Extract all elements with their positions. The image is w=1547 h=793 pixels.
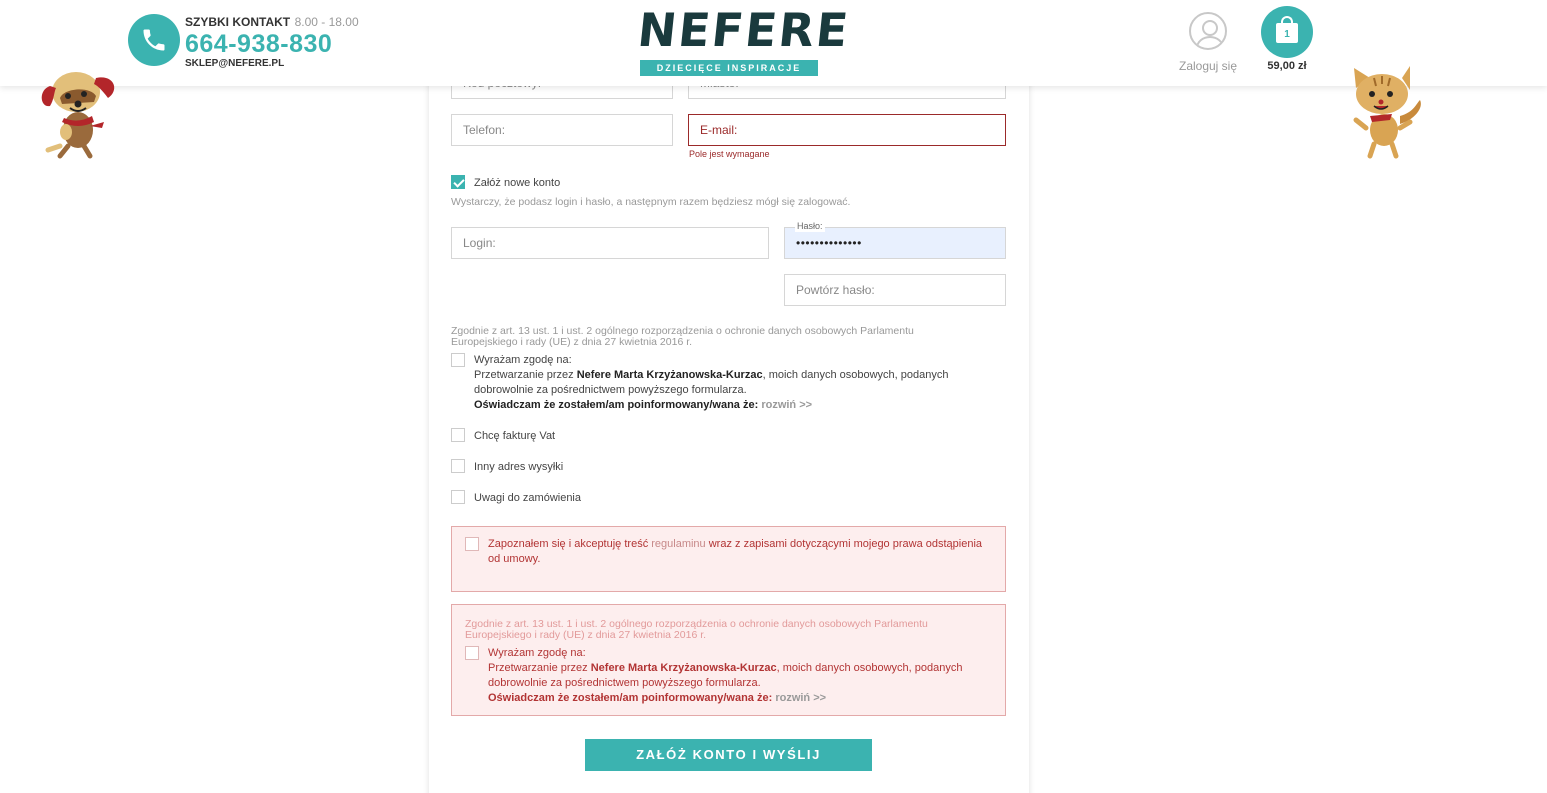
terms-pre: Zapoznałem się i akceptuję treść [488,538,652,550]
consent-expand-link-required[interactable]: rozwiń >> [775,692,827,704]
contact-hours: 8.00 - 18.00 [294,15,359,29]
consent-line2: dobrowolnie za pośrednictwem powyższego formularza. [474,384,747,396]
consent-title-required: Wyrażam zgodę na: [488,647,586,659]
repeat-password-input[interactable]: Powtórz hasło: [784,274,1006,306]
create-account-label: Załóż nowe konto [474,177,561,189]
phone-input[interactable]: Telefon: [451,114,673,146]
password-value: •••••••••••••• [796,236,862,250]
consent-line1-pre-required: Przetwarzanie przez [488,662,591,674]
create-account-checkbox[interactable] [451,175,465,189]
email-error-message: Pole jest wymagane [689,149,770,159]
vat-invoice-label: Chcę fakturę Vat [474,430,556,442]
gdpr-note-red [465,619,985,641]
consent-title: Wyrażam zgodę na: [474,354,572,366]
other-address-checkbox[interactable] [451,459,465,473]
other-address-label: Inny adres wysyłki [474,461,564,473]
order-notes-label: Uwagi do zamówienia [474,492,581,504]
password-input[interactable] [784,221,1006,259]
terms-text [488,537,988,567]
gdpr-note-red-pre: Zgodnie z art. 13 ust. 1 i ust. 2 ogólnego [465,618,656,630]
gdpr-note-red-post: o ochronie danych osobowych Parlamentu Europejskiego i rady (UE) z dnia 27 kwietnia 2016 r. [465,618,928,641]
phone-icon [128,14,180,66]
consent-text-required [488,646,988,706]
consent-declare-required: Oświadczam że zostałem/am poinformowany/wana że: [488,692,773,704]
shopping-bag-icon [1261,6,1313,58]
consent-expand-link[interactable]: rozwiń >> [761,399,813,411]
consent-declare: Oświadczam że zostałem/am poinformowany/wana że: [474,399,759,411]
consent-checkbox-required[interactable] [465,646,479,660]
consent-line1-pre: Przetwarzanie przez [474,369,577,381]
cat-mascot-icon [1344,64,1428,160]
consent-line2-required: dobrowolnie za pośrednictwem powyższego formularza. [488,677,761,689]
site-logo[interactable] [635,3,853,76]
terms-post: wraz z zapisami dotyczącymi mojego prawa odstąpienia [705,538,983,550]
email-input[interactable]: E-mail: [688,114,1006,146]
terms-line2: od umowy. [488,553,541,565]
consent-line1-post-required: , moich danych osobowych, podanych [776,662,963,674]
terms-checkbox[interactable] [465,537,479,551]
cart-total: 59,00 zł [1267,60,1307,72]
consent-checkbox[interactable] [451,353,465,367]
password-label: Hasło: [797,221,823,231]
phone-number[interactable]: 664-938-830 [185,30,333,58]
logo-wordmark: NEFERE [635,3,853,57]
logo-tagline: DZIECIĘCE INSPIRACJE [640,60,818,76]
cart-button[interactable] [1258,6,1316,72]
dog-mascot-icon [38,60,122,160]
consent-text [474,353,994,413]
order-notes-checkbox[interactable] [451,490,465,504]
quick-contact [185,13,359,69]
create-account-hint: Wystarczy, że podasz login i hasło, a następnym razem będziesz mógł się zalogować. [451,196,851,208]
gdpr-note-red-link: rozporządzenia [655,618,728,630]
user-icon [1189,12,1227,50]
consent-company: Nefere Marta Krzyżanowska-Kurzac [576,369,763,381]
vat-invoice-checkbox[interactable] [451,428,465,442]
contact-label: SZYBKI KONTAKT [185,15,291,29]
cart-count: 1 [1276,23,1298,43]
terms-regulation-link[interactable]: regulaminu [651,538,706,550]
consent-company-required: Nefere Marta Krzyżanowska-Kurzac [590,662,777,674]
gdpr-note: Zgodnie z art. 13 ust. 1 i ust. 2 ogólnego rozporządzenia o ochronie danych osobowych Parlamentu Europejskiego i rady (UE) z dnia 27 kwietnia 2016 r. [451,325,914,348]
login-input[interactable]: Login: [451,227,769,259]
site-header [0,0,1547,86]
login-label: Zaloguj się [1178,59,1238,73]
login-link[interactable] [1172,12,1244,73]
contact-email[interactable]: SKLEP@NEFERE.PL [185,58,285,69]
consent-line1-post: , moich danych osobowych, podanych [762,369,949,381]
create-account-submit-button[interactable]: ZAŁÓŻ KONTO I WYŚLIJ ZAMÓWIENIE [585,739,872,771]
